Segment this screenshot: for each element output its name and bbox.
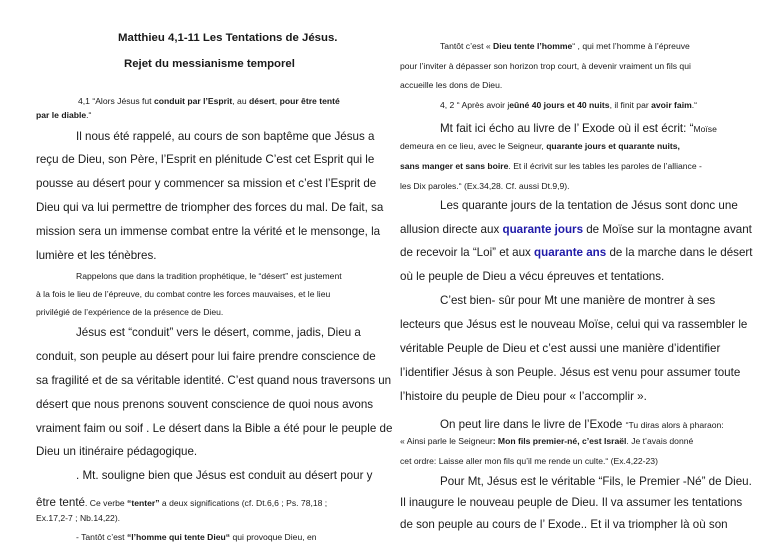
paragraph-line: allusion directe aux quarante jours de Moïse sur la montagne avant <box>400 223 752 236</box>
paragraph-line: Ex.17,2-7 ; Nb.14,22). <box>36 513 121 523</box>
scripture-quote-4-1: 4,1 “Alors Jésus fut conduit par l’Esprit, au désert, pour être tenté <box>78 96 340 106</box>
note-line: privilégié de l’expérience de la présence de Dieu. <box>36 307 224 317</box>
paragraph-line: conduit, son peuple au désert pour lui faire prendre conscience de <box>36 350 376 363</box>
paragraph-line: mission sera un immense combat entre la vérité et le mensonge, la <box>36 225 381 238</box>
paragraph-line: véritable Peuple de Dieu et c’est aussi une manière d’identifier <box>400 342 721 355</box>
paragraph-line: sans manger et sans boire. Et il écrivit sur les tables les paroles de l’alliance - <box>400 161 702 171</box>
paragraph-line: cet ordre: Laisse aller mon fils qu’il me rende un culte.“ (Ex.4,22-23) <box>400 456 658 466</box>
paragraph-line: Il nous été rappelé, au cours de son baptême que Jésus a <box>76 130 375 143</box>
paragraph-line: pousse au désert pour y commencer sa mission et c’est l’Esprit de <box>36 177 377 190</box>
page-subtitle: Rejet du messianisme temporel <box>124 58 295 70</box>
paragraph-line: reçu de Dieu, son Père, l’Esprit en plénitude C’est cet Esprit qui le <box>36 153 375 166</box>
page-title: Matthieu 4,1-11 Les Tentations de Jésus. <box>118 32 338 44</box>
paragraph-line: accueille les dons de Dieu. <box>400 80 503 90</box>
note-line: - Tantôt c’est “l’homme qui tente Dieu“ qui provoque Dieu, en <box>76 532 317 542</box>
paragraph-line: Dieu qui va lui permettre de triompher des forces du mal. De fait, sa <box>36 201 384 214</box>
paragraph-line: Pour Mt, Jésus est le véritable “Fils, le Premier -Né” de Dieu. <box>440 475 752 488</box>
paragraph-line: l’identifier Jésus à son Peuple. Jésus est venu pour assumer toute <box>400 366 741 379</box>
paragraph-line: Les quarante jours de la tentation de Jésus sont donc une <box>440 199 738 212</box>
paragraph-line: On peut lire dans le livre de l’Exode “Tu diras alors à pharaon: <box>440 418 724 431</box>
scripture-quote-4-1-cont: par le diable.“ <box>36 110 92 120</box>
paragraph-line: Il inaugure le nouveau peuple de Dieu. Il va assumer les tentations <box>400 496 743 509</box>
paragraph-line: Tantôt c’est « Dieu tente l’homme“ , qui met l’homme à l’épreuve <box>440 41 690 51</box>
paragraph-line: de recevoir la “Loi” et aux quarante ans de la marche dans le désert <box>400 246 753 259</box>
note-line: Rappelons que dans la tradition prophétique, le “désert” est justement <box>76 271 342 281</box>
paragraph-line: Mt fait ici écho au livre de l’ Exode où il est écrit: “Moïse <box>440 122 717 135</box>
paragraph-line: Dieu un itinéraire pédagogique. <box>36 445 198 458</box>
paragraph-line: . Mt. souligne bien que Jésus est conduit au désert pour y <box>76 469 373 482</box>
note-line: à la fois le lieu de l’épreuve, du combat contre les forces mauvaises, et le lieu <box>36 289 331 299</box>
paragraph-line: où le peuple de Dieu a vécu épreuves et tentations. <box>400 270 665 283</box>
paragraph-line: lecteurs que Jésus est le nouveau Moïse, celui qui va rassembler le <box>400 318 748 331</box>
paragraph-line: « Ainsi parle le Seigneur: Mon fils premier-né, c’est Israël. Je t’avais donné <box>400 436 694 446</box>
scripture-quote-4-2: 4, 2 “ Après avoir jeûné 40 jours et 40 nuits, il finit par avoir faim.“ <box>440 100 697 110</box>
paragraph-line: les Dix paroles.“ (Ex.34,28. Cf. aussi Dt.9,9). <box>400 181 570 191</box>
paragraph-line: de son peuple au cours de l’ Exode.. Et il va triompher là où son <box>400 518 728 531</box>
paragraph-line: pour l’inviter à dépasser son horizon trop court, à devenir vraiment un fils qui <box>400 61 691 71</box>
paragraph-line: désert que nous prenons souvent conscience de quoi nous avons <box>36 398 374 411</box>
paragraph-line: lumière et les ténèbres. <box>36 249 157 262</box>
paragraph-line: être tenté. Ce verbe “tenter” a deux significations (cf. Dt.6,6 ; Ps. 78,18 ; <box>36 496 328 509</box>
paragraph-line: l’histoire du peuple de Dieu pour « l’accomplir ». <box>400 390 647 403</box>
paragraph-line: demeura en ce lieu, avec le Seigneur, quarante jours et quarante nuits, <box>400 141 680 151</box>
paragraph-line: vraiment faim ou soif . Le désert dans la Bible a été pour le peuple de <box>36 422 393 435</box>
paragraph-line: C’est bien- sûr pour Mt une manière de montrer à ses <box>440 294 716 307</box>
paragraph-line: Jésus est “conduit” vers le désert, comme, jadis, Dieu a <box>76 326 361 339</box>
paragraph-line: sa fragilité et de sa véritable identité. C’est quand nous traversons un <box>36 374 392 387</box>
